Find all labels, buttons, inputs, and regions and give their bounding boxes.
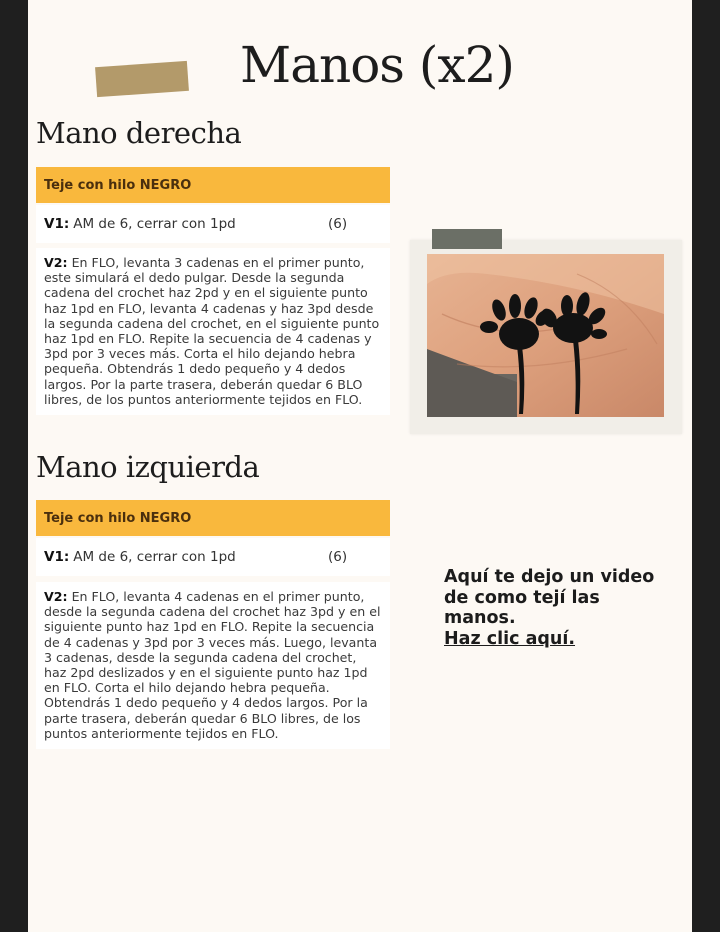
- crochet-hands-photo: [427, 254, 664, 417]
- round-instruction: AM de 6, cerrar con 1pd: [73, 216, 236, 232]
- video-link[interactable]: Haz clic aquí.: [444, 628, 576, 649]
- stitch-count: (6): [328, 216, 348, 232]
- round-instruction: En FLO, levanta 4 cadenas en el primer punto, desde la segunda cadena del crochet haz 3pd y en el siguiente punto haz 1pd en FLO. Repite la secuencia de 4 cadenas y 3pd por 3 veces más. Luego, levanta 3 cadenas, desde la segunda cadena del crochet, haz 2pd deslizados y en el siguiente punto haz 1pd en FLO. Corta el hilo dejando hebra pequeña. Obtendrás 1 dedo pequeño y 4 dedos largos. Por la parte trasera, deberán quedar 6 BLO libres, de los puntos anteriormente tejidos en FLO.: [44, 589, 381, 741]
- photo-illustration: [427, 254, 664, 417]
- video-promo: [444, 567, 664, 649]
- section-title-right-hand: Mano derecha: [36, 116, 242, 150]
- stitch-count: (6): [328, 549, 348, 565]
- decorative-tape: [432, 229, 502, 249]
- decorative-tape: [95, 61, 189, 97]
- video-promo-text: Aquí te dejo un video de como tejí las manos.: [444, 567, 655, 628]
- round-label: V2:: [44, 589, 68, 604]
- round-1-row-left: [36, 538, 390, 576]
- round-instruction: En FLO, levanta 3 cadenas en el primer punto, este simulará el dedo pulgar. Desde la segunda cadena del crochet haz 2pd y en el siguiente punto haz 1pd en FLO, levanta 4 cadenas y haz 3pd desde la segunda cadena del crochet, en el siguiente punto haz 1pd en FLO. Repite la secuencia de 4 cadenas y 3pd por 3 veces más. Corta el hilo dejando hebra pequeña. Obtendrás 1 dedo pequeño y 4 dedos largos. Por la parte trasera, deberán quedar 6 BLO libres, de los puntos anteriormente tejidos en FLO.: [44, 255, 380, 407]
- round-label: V1:: [44, 216, 70, 232]
- yarn-color-bar-right: Teje con hilo NEGRO: [36, 167, 390, 203]
- yarn-color-bar-left: Teje con hilo NEGRO: [36, 500, 390, 536]
- round-2-block-right: [36, 248, 390, 415]
- round-1-row-right: [36, 205, 390, 243]
- round-2-block-left: [36, 582, 390, 749]
- section-title-left-hand: Mano izquierda: [36, 450, 260, 484]
- page-title: Manos (x2): [240, 36, 514, 94]
- round-label: V1:: [44, 549, 70, 565]
- round-instruction: AM de 6, cerrar con 1pd: [73, 549, 236, 565]
- round-label: V2:: [44, 255, 68, 270]
